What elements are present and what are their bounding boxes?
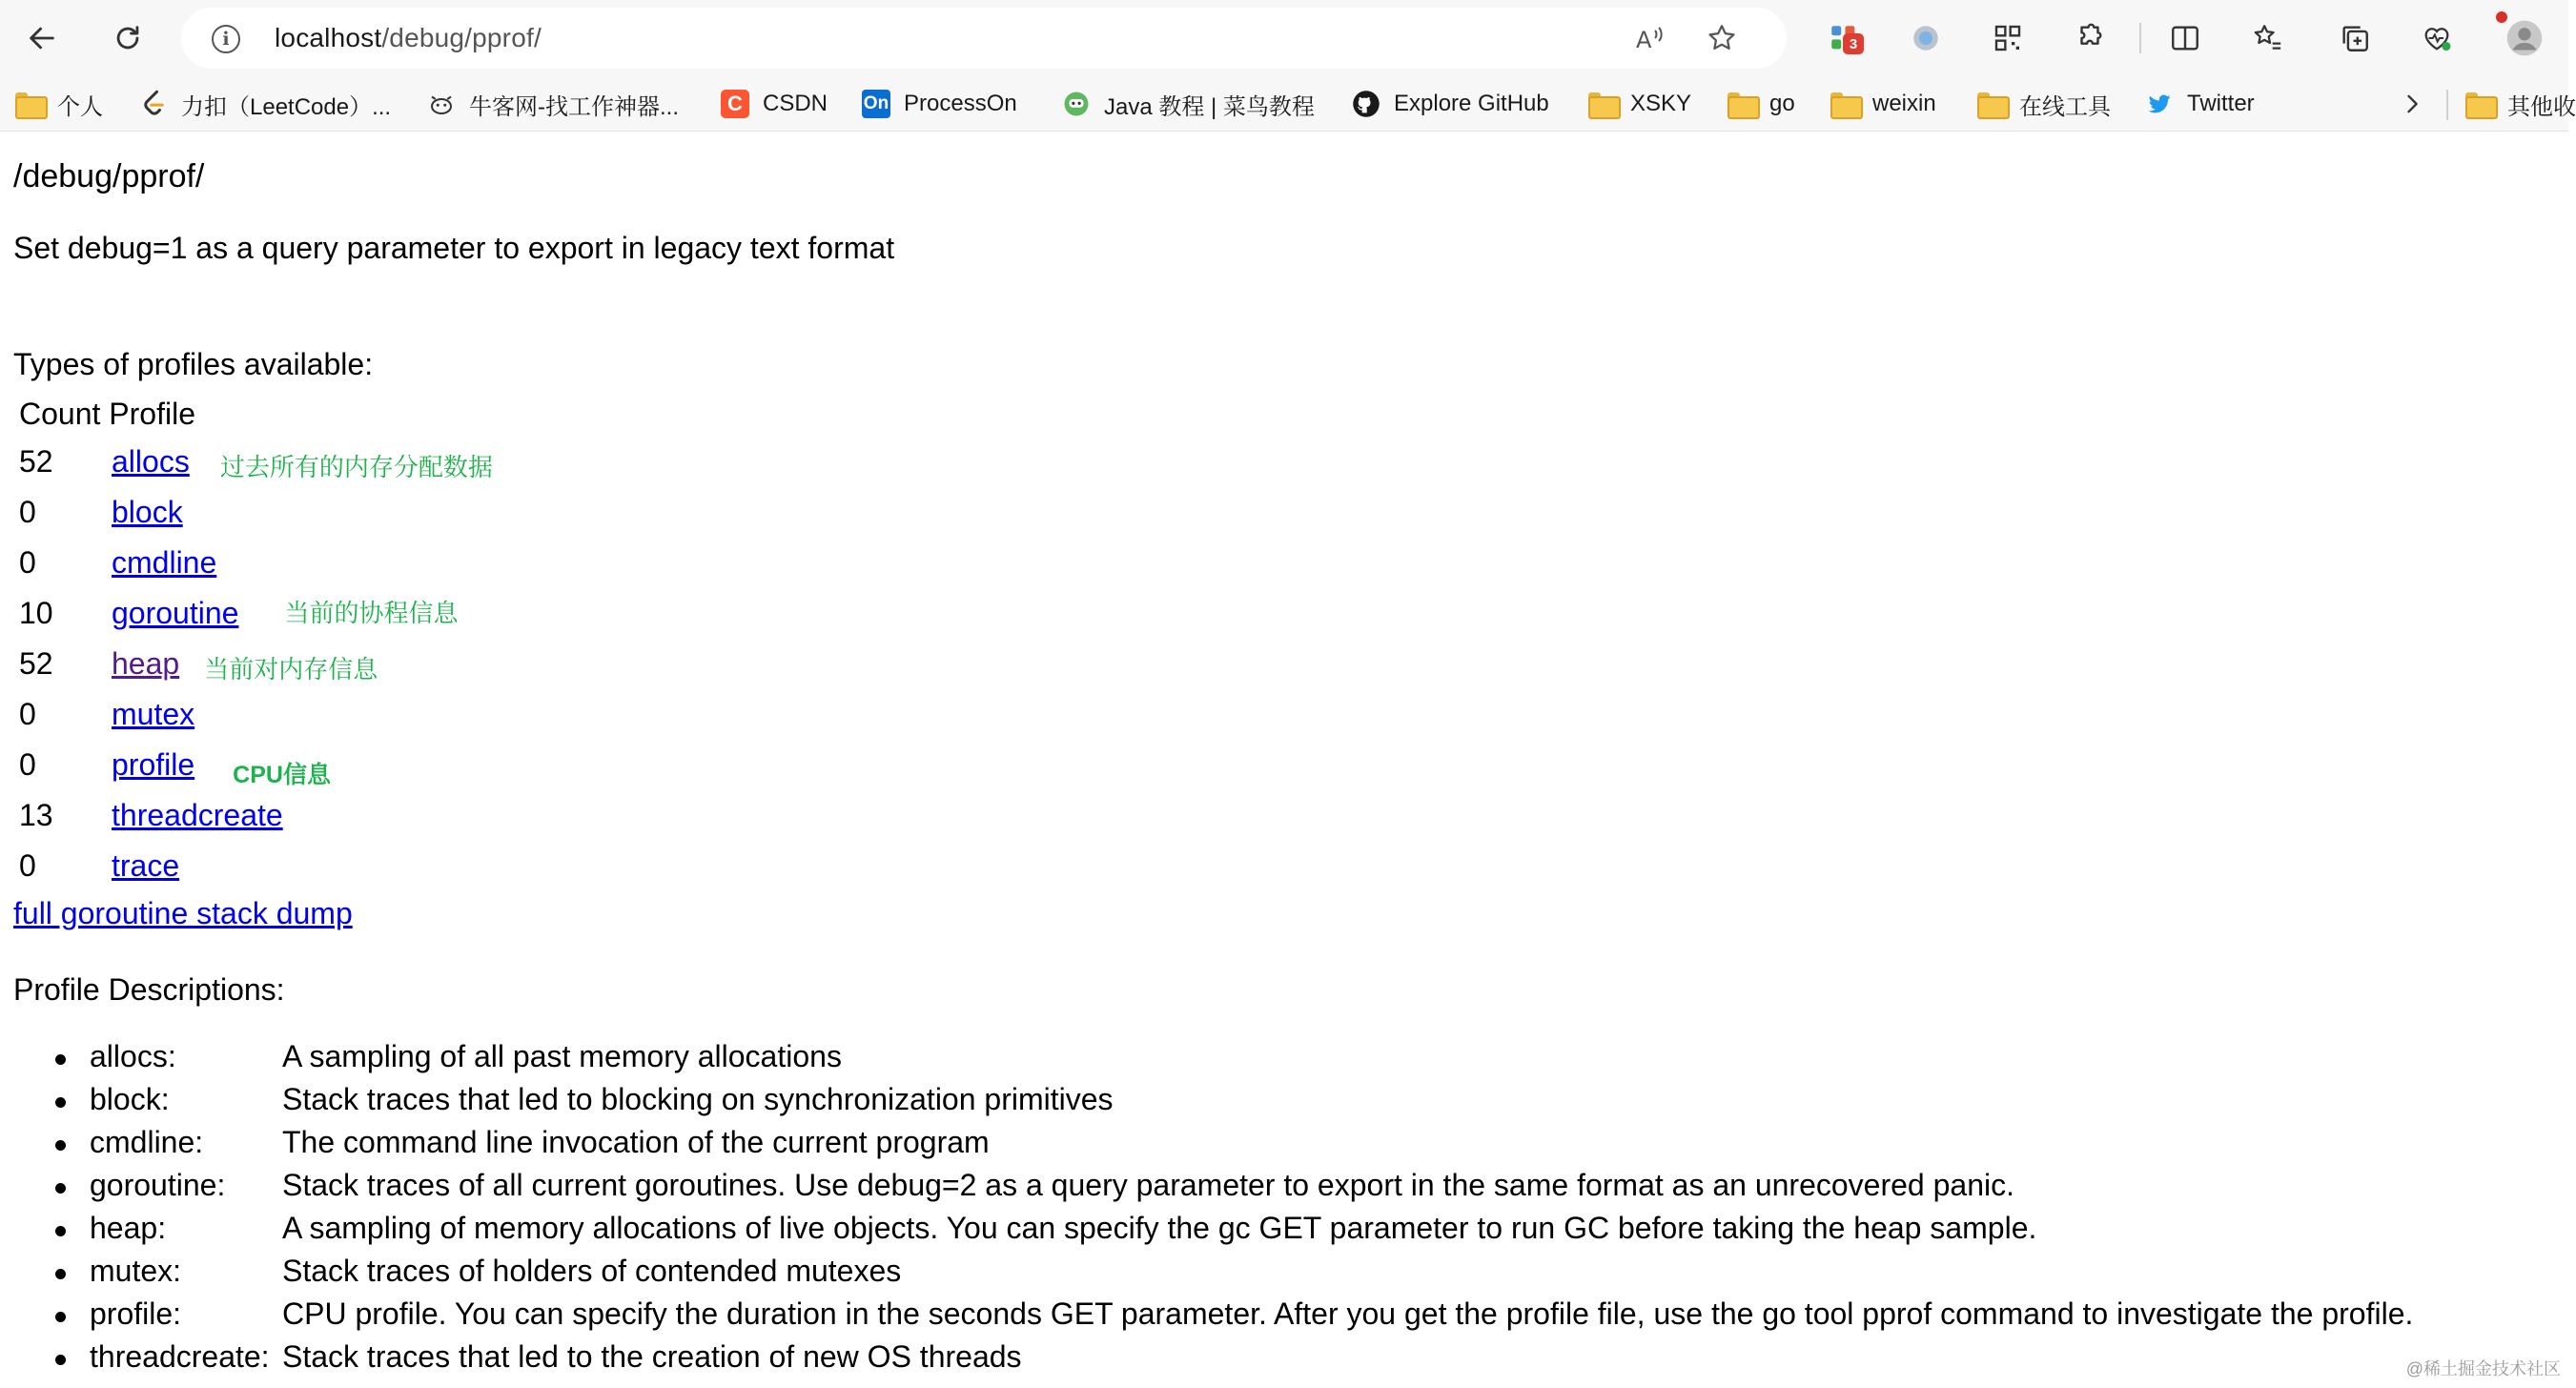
bookmark-runoob[interactable] [1062,84,1315,124]
profiles-section-title: Types of profiles available: [13,347,374,381]
nowcoder-icon [427,90,456,118]
bookmark-label: 其他收 [2507,93,2576,120]
read-aloud-button[interactable] [1630,17,1672,59]
profile-count: 10 [19,596,53,630]
bookmark-processon[interactable] [862,84,1017,124]
debug-hint-text: Set debug=1 as a query parameter to export in legacy text format [13,231,895,265]
github-icon [1352,90,1380,118]
twitter-icon [2145,90,2174,118]
description-text: The command line invocation of the current program [282,1125,990,1159]
profile-link-trace[interactable]: trace [112,848,180,883]
bookmark-label: 在线工具 [2019,93,2111,120]
extension-button-2[interactable] [1901,13,1951,63]
description-text: Stack traces that led to the creation of new OS threads [282,1339,1022,1374]
url-text[interactable] [275,23,542,53]
site-info-icon[interactable]: i [212,25,240,53]
bullet-icon [55,1312,66,1322]
profile-count: 52 [19,444,53,479]
svg-text:A: A [1636,27,1652,53]
table-row [19,697,194,739]
profile-link-threadcreate[interactable]: threadcreate [112,798,283,832]
bookmark-label: 个人 [57,93,103,120]
description-term: block: [90,1082,170,1116]
back-button[interactable] [17,13,67,63]
browser-toolbar [0,0,2568,76]
description-term: cmdline: [90,1125,204,1159]
bookmark-label: 力扣（LeetCode）... [181,93,392,120]
bookmarks-bar [0,76,2576,132]
star-icon [1706,22,1738,54]
bullet-icon [55,1140,66,1151]
profile-count: 0 [19,747,36,782]
collections-icon [2339,22,2371,54]
bookmark-csdn[interactable] [721,84,828,124]
split-screen-icon [2169,22,2201,54]
bullet-icon [55,1269,66,1279]
profile-count: 52 [19,646,53,681]
favorite-star-button[interactable] [1701,17,1743,59]
bookmark-weixin[interactable] [1830,84,1936,124]
read-aloud-icon [1634,23,1668,53]
description-term: goroutine: [90,1168,226,1202]
extension-button-1[interactable] [1819,13,1869,63]
browser-essentials-button[interactable] [2412,13,2462,63]
folder-icon [1588,90,1617,118]
table-header: Count Profile [19,397,195,431]
bookmark-label: Explore GitHub [1394,91,1549,116]
bookmark-label: 牛客网-找工作神器... [469,93,679,120]
bookmark-label: go [1769,91,1795,116]
table-row [19,545,216,587]
folder-icon [1977,90,2006,118]
bookmark-label: CSDN [763,91,828,116]
bookmark-label: Twitter [2187,91,2255,116]
back-arrow-icon [26,22,58,54]
annotation-note: 当前的协程信息 [284,599,459,627]
folder-icon [1728,90,1756,118]
avatar-icon [2505,19,2544,57]
circle-extension-icon [1910,22,1942,54]
collections-button[interactable] [2330,13,2380,63]
profile-count: 0 [19,545,36,580]
bookmark-leetcode[interactable] [139,84,391,124]
description-text: Stack traces of all current goroutines. Use debug=2 as a query parameter to export in the same format as an unrecovered panic. [282,1168,2014,1202]
table-row [19,848,179,890]
bullet-icon [55,1054,66,1065]
qr-code-icon [1993,23,2023,53]
bookmark-nowcoder[interactable] [427,84,679,124]
bullet-icon [55,1355,66,1365]
bookmark-twitter[interactable] [2145,84,2255,124]
extensions-button[interactable] [2065,13,2115,63]
page-title: /debug/pprof/ [13,158,205,194]
bookmarks-separator [2446,90,2448,120]
toolbar-separator [2139,23,2141,53]
descriptions-section-title: Profile Descriptions: [13,972,285,1007]
puzzle-icon [2074,22,2106,54]
bookmark-label: weixin [1872,91,1936,116]
bookmark-xsky[interactable] [1588,84,1691,124]
reload-button[interactable] [103,13,153,63]
description-text: A sampling of all past memory allocations [282,1039,842,1073]
description-text: Stack traces of holders of contended mutexes [282,1254,902,1288]
profile-link-cmdline[interactable]: cmdline [112,545,217,580]
favorites-button[interactable] [2242,13,2292,63]
bookmark-go[interactable] [1728,84,1795,124]
extension-badge: 3 [1843,33,1864,54]
profile-link-allocs[interactable]: allocs [112,444,190,479]
table-row [19,747,331,789]
bookmark-online-tools[interactable] [1977,84,2111,124]
bullet-icon [55,1183,66,1194]
table-row [19,495,183,537]
profile-link-profile[interactable]: profile [112,747,195,782]
processon-icon: On [862,90,890,118]
csdn-icon: C [721,90,749,118]
full-goroutine-dump-link[interactable]: full goroutine stack dump [13,896,353,930]
profile-count: 0 [19,848,36,883]
bullet-icon [55,1226,66,1236]
bookmark-github[interactable] [1352,84,1549,124]
bookmark-other[interactable] [2465,84,2576,124]
bookmark-label: XSKY [1630,91,1692,116]
description-term: heap: [90,1211,167,1245]
page-content [0,132,2568,1388]
description-text: CPU profile. You can specify the duration in the seconds GET parameter. After you get the profile file, use the go tool pprof command to investigate the profile. [282,1296,2414,1331]
table-row [19,444,493,486]
chevron-right-icon [2399,91,2425,117]
qr-code-button[interactable] [1983,13,2033,63]
bullet-icon [55,1097,66,1108]
annotation-note: CPU信息 [233,762,331,788]
profile-count: 0 [19,697,36,731]
profile-link-mutex[interactable]: mutex [112,697,195,731]
split-screen-button[interactable] [2160,13,2210,63]
folder-icon [15,90,44,118]
description-term: mutex: [90,1254,182,1288]
notification-dot [2496,11,2507,23]
table-row [19,798,283,840]
folder-icon [2465,90,2494,118]
profile-link-heap[interactable]: heap [112,646,180,681]
watermark: @稀土掘金技术社区 [2405,1359,2561,1378]
table-row [19,646,378,688]
heart-pulse-icon [2420,22,2454,54]
folder-icon [1830,90,1859,118]
bookmark-personal[interactable] [15,84,103,124]
profile-count: 13 [19,798,53,832]
profile-count: 0 [19,495,36,529]
leetcode-icon [139,90,168,118]
profile-link-goroutine[interactable]: goroutine [112,596,239,630]
profile-button[interactable] [2500,13,2549,63]
description-term: allocs: [90,1039,176,1073]
table-row [19,596,458,638]
description-text: A sampling of memory allocations of live objects. You can specify the gc GET parameter to run GC before taking the heap sample. [282,1211,2037,1245]
bookmark-label: ProcessOn [904,91,1017,116]
annotation-note: 当前对内存信息 [204,655,378,684]
favorites-star-list-icon [2250,22,2284,54]
address-bar[interactable] [181,8,1787,69]
description-term: profile: [90,1296,182,1331]
description-text: Stack traces that led to blocking on synchronization primitives [282,1082,1114,1116]
profile-link-block[interactable]: block [112,495,183,529]
reload-icon [112,22,144,54]
description-term: threadcreate: [90,1339,270,1374]
url-path: /debug/pprof/ [381,23,542,52]
url-host: localhost [275,23,382,52]
bookmarks-overflow-button[interactable] [2399,84,2425,124]
bookmark-label: Java 教程 | 菜鸟教程 [1104,93,1315,120]
runoob-icon [1062,90,1091,118]
annotation-note: 过去所有的内存分配数据 [219,453,493,481]
